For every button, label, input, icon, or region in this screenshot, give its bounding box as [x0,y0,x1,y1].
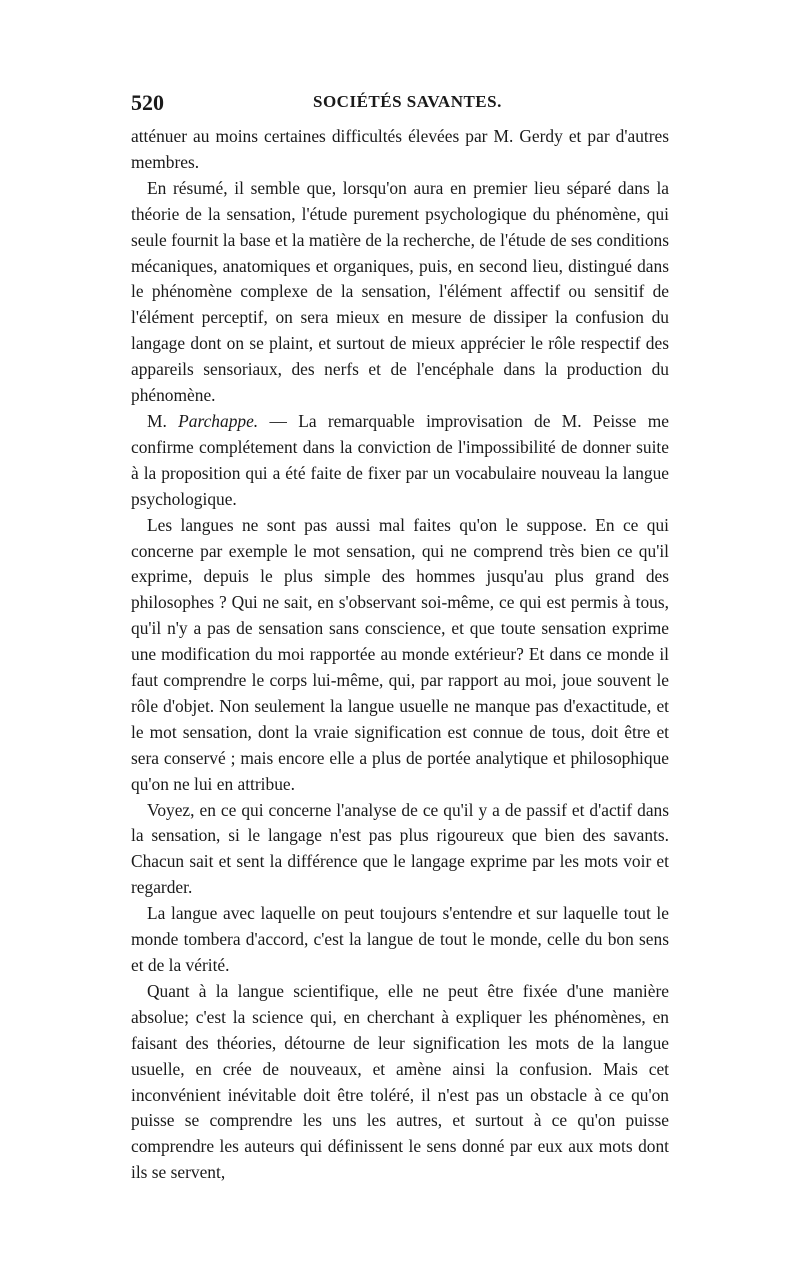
running-title: SOCIÉTÉS SAVANTES. [313,92,502,111]
paragraph-4: Les langues ne sont pas aussi mal faites qu'on le suppose. En ce qui concerne par exemple le mot sensation, qui ne comprend très bien ce qu'il exprime, depuis le plus simple des hommes jusqu'au plus grand des philosophes ? Qui ne sait, en s'observant soi-même, ce qui est permis à tous, qu'il n'y a pas de sensation sans conscience, et que toute sensation exprime une modification du moi rapportée au monde extérieur? Et dans ce monde il faut comprendre le corps lui-même, qui, par rapport au moi, joue souvent le rôle d'objet. Non seulement la langue usuelle ne manque pas d'exactitude, et le mot sensation, dont la vraie signification est connue de tous, doit être et sera conservé ; mais encore elle a plus de portée analytique et philosophique qu'on ne lui en attribue. [131,514,669,794]
running-head [131,90,669,120]
speaker-name: Parchappe. [178,410,259,431]
paragraph-6: La langue avec laquelle on peut toujours s'entendre et sur laquelle tout le monde tombera d'accord, c'est la langue de tout le monde, celle du bon sens et de la vérité. [131,903,669,975]
paragraph-1: atténuer au moins certaines difficultés élevées par M. Gerdy et par d'autres membres. [131,126,669,172]
body-text [131,124,669,1186]
paragraph-5: Voyez, en ce qui concerne l'analyse de ce qu'il y a de passif et d'actif dans la sensation, si le langage n'est pas plus rigoureux que bien des savants. Chacun sait et sent la différence que le langage exprime par les mots voir et regarder. [131,799,669,898]
speaker-prefix: M. [147,410,179,431]
paragraph-3-text: — La remarquable improvisation de M. Peisse me confirme complétement dans la conviction de l'impossibilité de donner suite à la proposition qui a été faite de fixer par un vocabulaire nouveau la langue psychologique. [131,410,669,509]
paragraph-2: En résumé, il semble que, lorsqu'on aura en premier lieu séparé dans la théorie de la sensation, l'étude purement psychologique du phénomène, qui seule fournit la base et la matière de la recherche, de l'étude de ses conditions mécaniques, anatomiques et organiques, puis, en second lieu, distingué dans le phénomène complexe de la sensation, l'élément affectif ou sensitif de l'élément perceptif, on sera mieux en mesure de dissiper la confusion du langage dont on se plaint, et surtout de mieux apprécier le rôle respectif des appareils sensoriaux, des nerfs et de l'encéphale dans la production du phénomène. [131,177,669,406]
paragraph-3 [131,409,669,513]
book-page [131,90,669,1186]
paragraph-7: Quant à la langue scientifique, elle ne peut être fixée d'une manière absolue; c'est la science qui, en cherchant à expliquer les phénomènes, en faisant des théories, détourne de leur signification les mots de la langue usuelle, en crée de nouveaux, et amène ainsi la confusion. Mais cet inconvénient inévitable doit être toléré, il n'est pas un obstacle à ce qu'on puisse se comprendre les uns les autres, et surtout à ce qu'on puisse comprendre les auteurs qui définissent le sens donné par eux aux mots dont ils se servent, [131,980,669,1183]
page-number: 520 [131,90,164,115]
